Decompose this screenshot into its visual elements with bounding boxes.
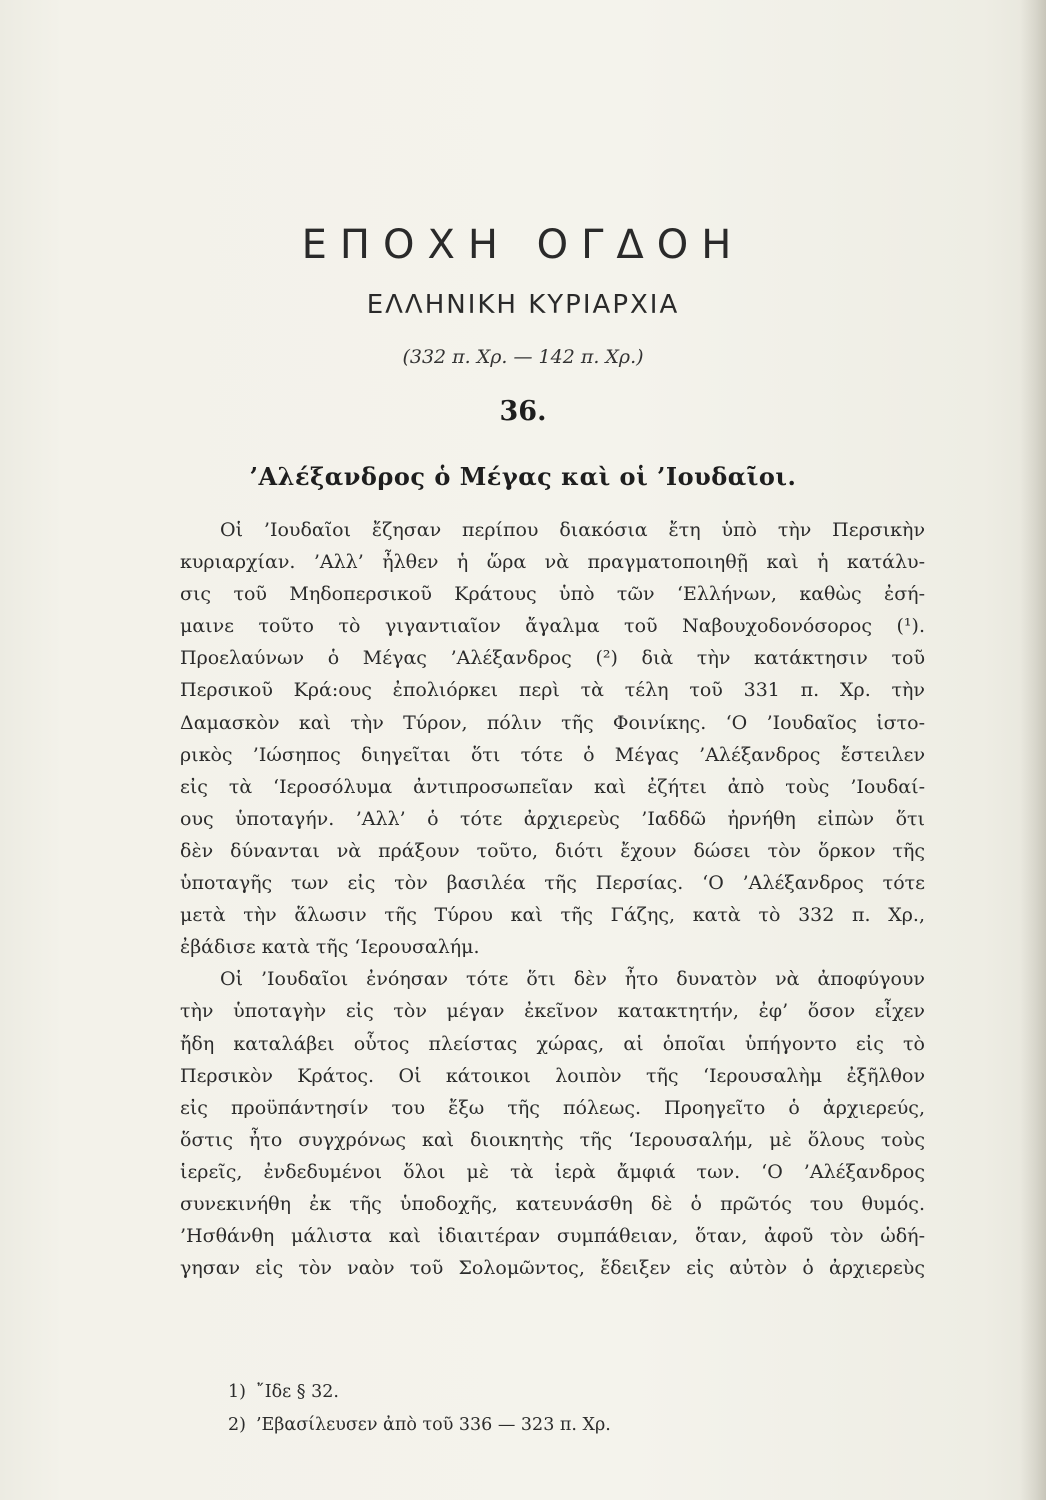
text-line: Περσικὸν Κράτος. Οἱ κάτοικοι λοιπὸν τῆς ‘Ιερουσαλὴμ ἐξῆλθον <box>180 1064 925 1087</box>
paragraph-1 <box>180 514 925 963</box>
text-line: σις τοῦ Μηδοπερσικοῦ Κράτους ὑπὸ τῶν ‘Ελλήνων, καθὼς ἐσή- <box>180 583 925 606</box>
text-line: Οἱ ’Ιουδαῖοι ἔζησαν περίπου διακόσια ἔτη ὑπὸ τὴν Περσικὴν <box>220 519 925 541</box>
text-line: ους ὑποταγήν. ’Αλλ’ ὁ τότε ἀρχιερεὺς ’Ιαδδῶ ἠρνήθη εἰπὼν ὅτι <box>180 807 925 830</box>
epoch-title: ΕΠΟΧΗ ΟΓΔΟΗ <box>301 222 745 268</box>
body-text <box>180 514 925 1284</box>
text-line: τὴν ὑποταγὴν εἰς τὸν μέγαν ἐκεῖνον κατακτητήν, ἐφ’ ὅσον εἶχεν <box>180 1000 925 1023</box>
text-line: ὅστις ἦτο συγχρόνως καὶ διοικητὴς τῆς ‘Ιερουσαλήμ, μὲ ὅλους τοὺς <box>180 1128 925 1151</box>
paragraph-2 <box>180 963 925 1284</box>
text-line: συνεκινήθη ἐκ τῆς ὑποδοχῆς, κατευνάσθη δὲ ὁ πρῶτός του θυμός. <box>180 1192 925 1215</box>
text-line: Προελαύνων ὁ Μέγας ’Αλέξανδρος (²) διὰ τὴν κατάκτησιν τοῦ <box>180 647 925 670</box>
text-line: ὑποταγῆς των εἰς τὸν βασιλέα τῆς Περσίας. ‘Ο ’Αλέξανδρος τότε <box>180 872 925 895</box>
footnote-text: ’Εβασίλευσεν ἀπὸ τοῦ 336 — 323 π. Χρ. <box>255 1415 611 1435</box>
text-line: μαινε τοῦτο τὸ γιγαντιαῖον ἄγαλμα τοῦ Ναβουχοδονόσορος (¹). <box>180 615 925 638</box>
footnote-2 <box>228 1409 611 1442</box>
era-title: ΕΛΛΗΝΙΚΗ ΚΥΡΙΑΡΧΙΑ <box>366 290 680 320</box>
footnotes <box>228 1376 611 1442</box>
text-line: δὲν δύνανται νὰ πράξουν τοῦτο, διότι ἔχουν δώσει τὸν ὅρκον τῆς <box>180 839 925 862</box>
text-line: Δαμασκὸν καὶ τὴν Τύρον, πόλιν τῆς Φοινίκης. ‘Ο ’Ιουδαῖος ἱστο- <box>180 711 925 734</box>
era-dates: (332 π. Χρ. — 142 π. Χρ.) <box>402 346 644 368</box>
section-title: ’Αλέξανδρος ὁ Μέγας καὶ οἱ ’Ιουδαῖοι. <box>249 462 797 491</box>
section-number: 36. <box>499 396 547 427</box>
text-line: Περσικοῦ Κρά:ους ἐπολιόρκει περὶ τὰ τέλη τοῦ 331 π. Χρ. τὴν <box>180 679 925 702</box>
text-line: εἰς προϋπάντησίν του ἔξω τῆς πόλεως. Προηγεῖτο ὁ ἀρχιερεύς, <box>180 1096 925 1119</box>
text-line: γησαν εἰς τὸν ναὸν τοῦ Σολομῶντος, ἔδειξεν εἰς αὐτὸν ὁ ἀρχιερεὺς <box>180 1257 925 1280</box>
footnote-text: ῎Ιδε § 32. <box>255 1382 339 1402</box>
text-line: ἐβάδισε κατὰ τῆς ‘Ιερουσαλήμ. <box>180 936 480 959</box>
text-line: ρικὸς ’Ιώσηπος διηγεῖται ὅτι τότε ὁ Μέγας ’Αλέξανδρος ἔστειλεν <box>180 743 925 766</box>
text-line: μετὰ τὴν ἅλωσιν τῆς Τύρου καὶ τῆς Γάζης, κατὰ τὸ 332 π. Χρ., <box>180 904 925 927</box>
text-line: Οἱ ’Ιουδαῖοι ἐνόησαν τότε ὅτι δὲν ἦτο δυνατὸν νὰ ἀποφύγουν <box>220 968 925 991</box>
footnote-number: 1) <box>228 1382 246 1402</box>
text-line: ’Ησθάνθη μάλιστα καὶ ἰδιαιτέραν συμπάθειαν, ὅταν, ἀφοῦ τὸν ὡδή- <box>180 1225 925 1248</box>
text-line: εἰς τὰ ‘Ιεροσόλυμα ἀντιπροσωπεῖαν καὶ ἐζήτει ἀπὸ τοὺς ’Ιουδαί- <box>180 775 925 798</box>
footnote-1 <box>228 1376 611 1409</box>
text-line: κυριαρχίαν. ’Αλλ’ ἦλθεν ἡ ὥρα νὰ πραγματοποιηθῇ καὶ ἡ κατάλυ- <box>180 551 925 574</box>
text-line: ἱερεῖς, ἐνδεδυμένοι ὅλοι μὲ τὰ ἱερὰ ἄμφιά των. ‘Ο ’Αλέξανδρος <box>180 1160 925 1183</box>
footnote-number: 2) <box>228 1415 246 1435</box>
text-line: ἤδη καταλάβει οὗτος πλείστας χώρας, αἱ ὁποῖαι ὑπήγοντο εἰς τὸ <box>180 1032 925 1055</box>
